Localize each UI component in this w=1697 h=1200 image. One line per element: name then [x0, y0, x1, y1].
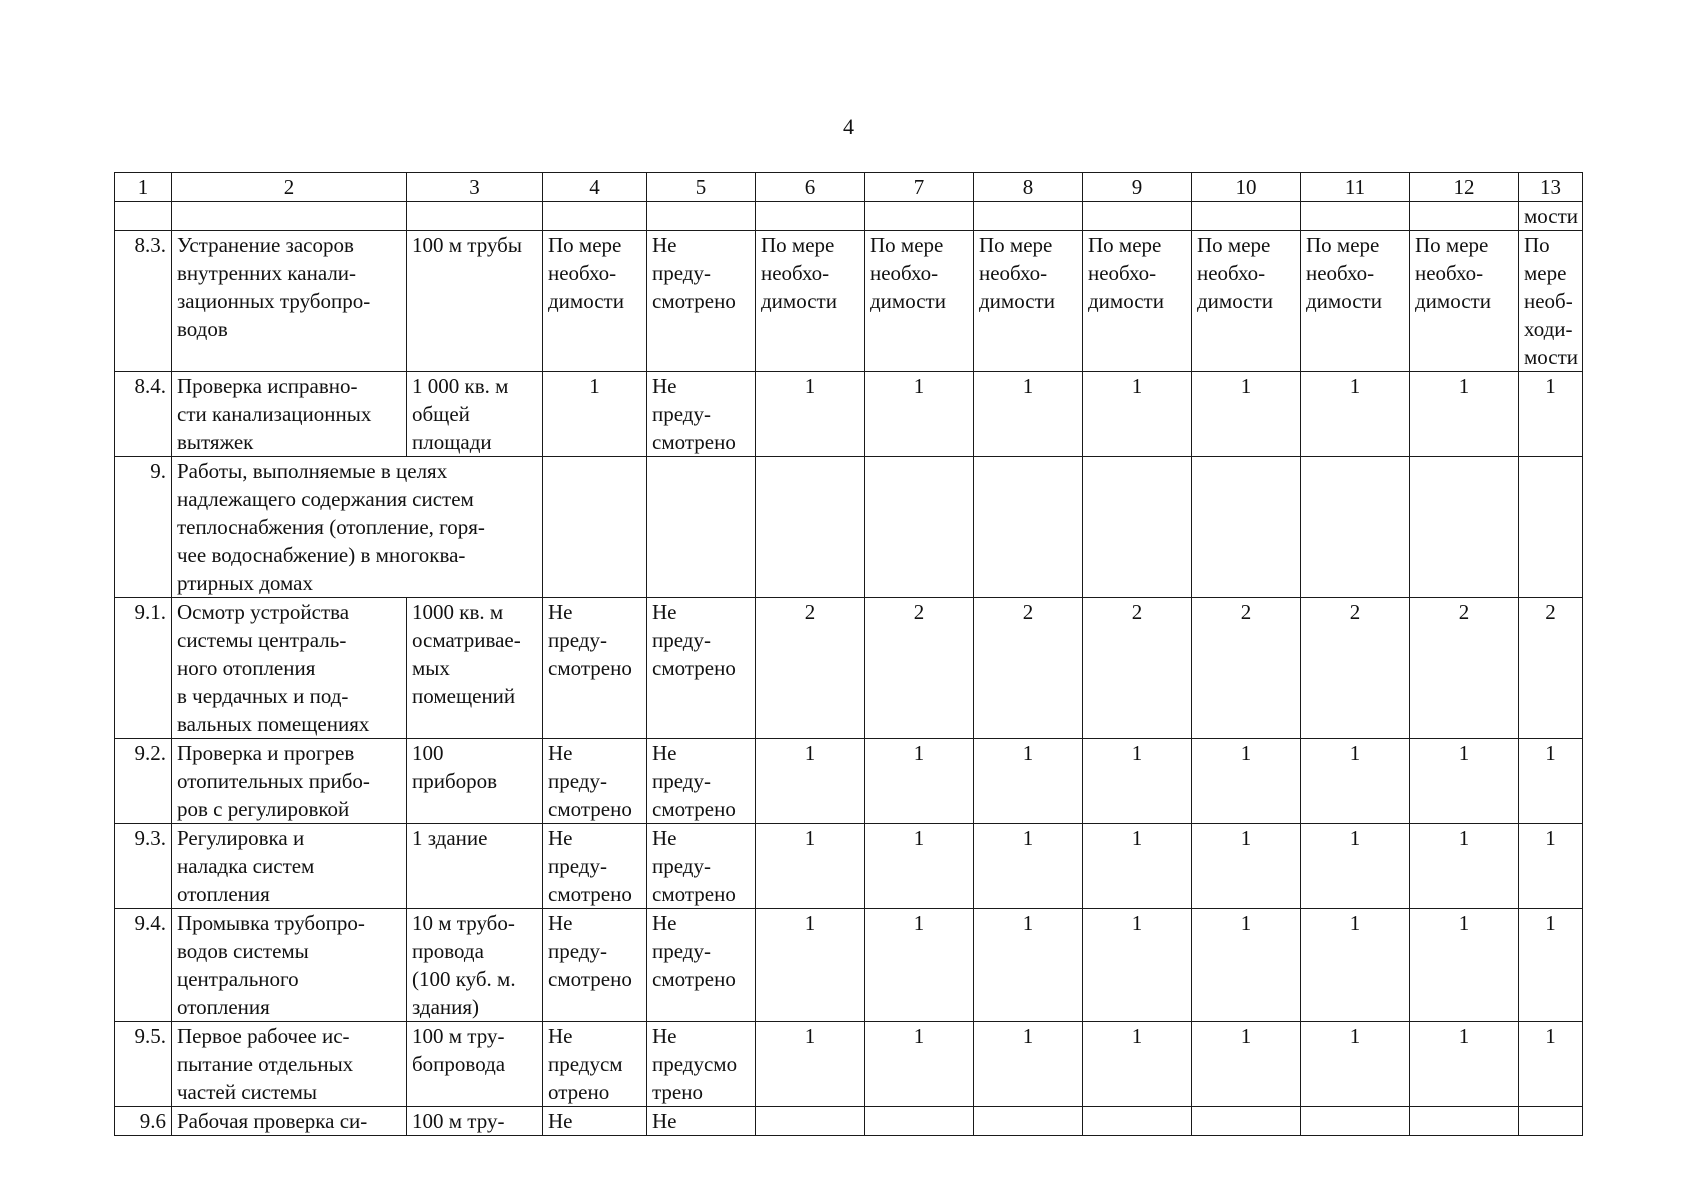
cell-col5: Не преду- смотрено: [647, 909, 756, 1022]
cell-col5: Не преду- смотрено: [647, 824, 756, 909]
section-row: [115, 457, 1583, 598]
cell-col10: 2: [1192, 598, 1301, 739]
cell-col11: 1: [1301, 739, 1410, 824]
header-row: [115, 173, 1583, 202]
unit: 100 м тру- бопровода: [407, 1022, 543, 1107]
cell-col10: 1: [1192, 909, 1301, 1022]
table-row: [115, 598, 1583, 739]
header-cell: 3: [407, 173, 543, 202]
unit: 1 здание: [407, 824, 543, 909]
work-name: Устранение засоров внутренних канали- зационных трубопро- водов: [172, 231, 407, 372]
cell-col13: 1: [1519, 372, 1583, 457]
table-row: [115, 739, 1583, 824]
cell-col7: По мере необхо- димости: [865, 231, 974, 372]
works-table: [114, 172, 1583, 1136]
cell-col9: 1: [1083, 1022, 1192, 1107]
row-number: 9.: [115, 457, 172, 598]
header-cell: 10: [1192, 173, 1301, 202]
header-cell: 2: [172, 173, 407, 202]
cell-col8: 1: [974, 909, 1083, 1022]
table-row: [115, 1022, 1583, 1107]
cell-col9: По мере необхо- димости: [1083, 231, 1192, 372]
cell-col10: 1: [1192, 1022, 1301, 1107]
cell-col6: 1: [756, 372, 865, 457]
header-cell: 4: [543, 173, 647, 202]
cell-col11: По мере необхо- димости: [1301, 231, 1410, 372]
table-row: [115, 372, 1583, 457]
cell-col11: 1: [1301, 372, 1410, 457]
cell-col12: 1: [1410, 824, 1519, 909]
header-cell: 1: [115, 173, 172, 202]
cell-col4: 1: [543, 372, 647, 457]
row-number: 8.3.: [115, 231, 172, 372]
row-number: 9.6: [115, 1107, 172, 1136]
table-row: [115, 824, 1583, 909]
header-cell: 13: [1519, 173, 1583, 202]
header-cell: 5: [647, 173, 756, 202]
work-name: Регулировка и наладка систем отопления: [172, 824, 407, 909]
cell-col10: 1: [1192, 824, 1301, 909]
cell-col8: 1: [974, 1022, 1083, 1107]
cell-col12: 1: [1410, 739, 1519, 824]
section-title: Работы, выполняемые в целях надлежащего содержания систем теплоснабжения (отопление, горя- чее водоснабжение) в многоква- ртирных домах: [172, 457, 543, 598]
cell-col8: 2: [974, 598, 1083, 739]
cell-col8: По мере необхо- димости: [974, 231, 1083, 372]
cell-col11: 1: [1301, 909, 1410, 1022]
table-row: [115, 231, 1583, 372]
row-number: 9.4.: [115, 909, 172, 1022]
cell-col5: Не преду- смотрено: [647, 739, 756, 824]
work-name: Рабочая проверка си-: [172, 1107, 407, 1136]
cell-col5: Не преду- смотрено: [647, 372, 756, 457]
cell-col9: 1: [1083, 372, 1192, 457]
cell-col4: Не: [543, 1107, 647, 1136]
cell-col12: 1: [1410, 909, 1519, 1022]
cell-col13: 1: [1519, 824, 1583, 909]
cell-col4: По мере необхо- димости: [543, 231, 647, 372]
unit: 10 м трубо- провода (100 куб. м. здания): [407, 909, 543, 1022]
work-name: Осмотр устройства системы централь- ного отопления в чердачных и под- вальных помещениях: [172, 598, 407, 739]
cell-col6: 1: [756, 909, 865, 1022]
cell-col5: Не: [647, 1107, 756, 1136]
cell-col12: 1: [1410, 1022, 1519, 1107]
cell-col13: 1: [1519, 1022, 1583, 1107]
cell-col13: 2: [1519, 598, 1583, 739]
cell-col12: 2: [1410, 598, 1519, 739]
cell-col7: 1: [865, 909, 974, 1022]
work-name: Проверка исправно- сти канализационных вытяжек: [172, 372, 407, 457]
table-row: [115, 1107, 1583, 1136]
header-cell: 11: [1301, 173, 1410, 202]
unit: 1000 кв. м осматривае- мых помещений: [407, 598, 543, 739]
cell-col4: Не преду- смотрено: [543, 824, 647, 909]
cell-col4: Не преду- смотрено: [543, 598, 647, 739]
cell-col7: 2: [865, 598, 974, 739]
cell-col5: Не преду- смотрено: [647, 598, 756, 739]
cell-col13: По мере необ- ходи- мости: [1519, 231, 1583, 372]
row-number: 9.2.: [115, 739, 172, 824]
cell-col8: 1: [974, 739, 1083, 824]
unit: 100 м тру-: [407, 1107, 543, 1136]
cell-col9: 1: [1083, 909, 1192, 1022]
cell-col11: 1: [1301, 824, 1410, 909]
unit: 1 000 кв. м общей площади: [407, 372, 543, 457]
cell-col7: 1: [865, 824, 974, 909]
work-name: Проверка и прогрев отопительных прибо- ров с регулировкой: [172, 739, 407, 824]
header-cell: 9: [1083, 173, 1192, 202]
table-row: [115, 909, 1583, 1022]
header-cell: 8: [974, 173, 1083, 202]
cell-col6: 2: [756, 598, 865, 739]
row-number: 8.4.: [115, 372, 172, 457]
cell-col7: 1: [865, 372, 974, 457]
cell-col5: Не преду- смотрено: [647, 231, 756, 372]
header-cell: 7: [865, 173, 974, 202]
row-number: 9.1.: [115, 598, 172, 739]
cell-col9: 1: [1083, 739, 1192, 824]
cell-col5: Не предусмо трено: [647, 1022, 756, 1107]
cell-col10: 1: [1192, 739, 1301, 824]
continuation-text: мости: [1519, 202, 1583, 231]
work-name: Первое рабочее ис- пытание отдельных частей системы: [172, 1022, 407, 1107]
cell-col8: 1: [974, 372, 1083, 457]
cell-col4: Не преду- смотрено: [543, 909, 647, 1022]
cell-col9: 1: [1083, 824, 1192, 909]
cell-col11: 2: [1301, 598, 1410, 739]
cell-col11: 1: [1301, 1022, 1410, 1107]
cell-col6: 1: [756, 824, 865, 909]
header-cell: 12: [1410, 173, 1519, 202]
cell-col6: По мере необхо- димости: [756, 231, 865, 372]
cell-col8: 1: [974, 824, 1083, 909]
cell-col6: 1: [756, 739, 865, 824]
page-number: 4: [843, 114, 854, 139]
header-cell: 6: [756, 173, 865, 202]
cell-col13: 1: [1519, 909, 1583, 1022]
row-number: 9.5.: [115, 1022, 172, 1107]
unit: 100 м трубы: [407, 231, 543, 372]
cell-col6: 1: [756, 1022, 865, 1107]
cell-col13: 1: [1519, 739, 1583, 824]
cell-col12: По мере необхо- димости: [1410, 231, 1519, 372]
cell-col10: 1: [1192, 372, 1301, 457]
row-number: 9.3.: [115, 824, 172, 909]
cell-col10: По мере необхо- димости: [1192, 231, 1301, 372]
cell-col4: Не преду- смотрено: [543, 739, 647, 824]
continuation-row: [115, 202, 1583, 231]
cell-col12: 1: [1410, 372, 1519, 457]
cell-col9: 2: [1083, 598, 1192, 739]
work-name: Промывка трубопро- водов системы центрального отопления: [172, 909, 407, 1022]
cell-col7: 1: [865, 1022, 974, 1107]
cell-col4: Не предусм отрено: [543, 1022, 647, 1107]
unit: 100 приборов: [407, 739, 543, 824]
cell-col7: 1: [865, 739, 974, 824]
